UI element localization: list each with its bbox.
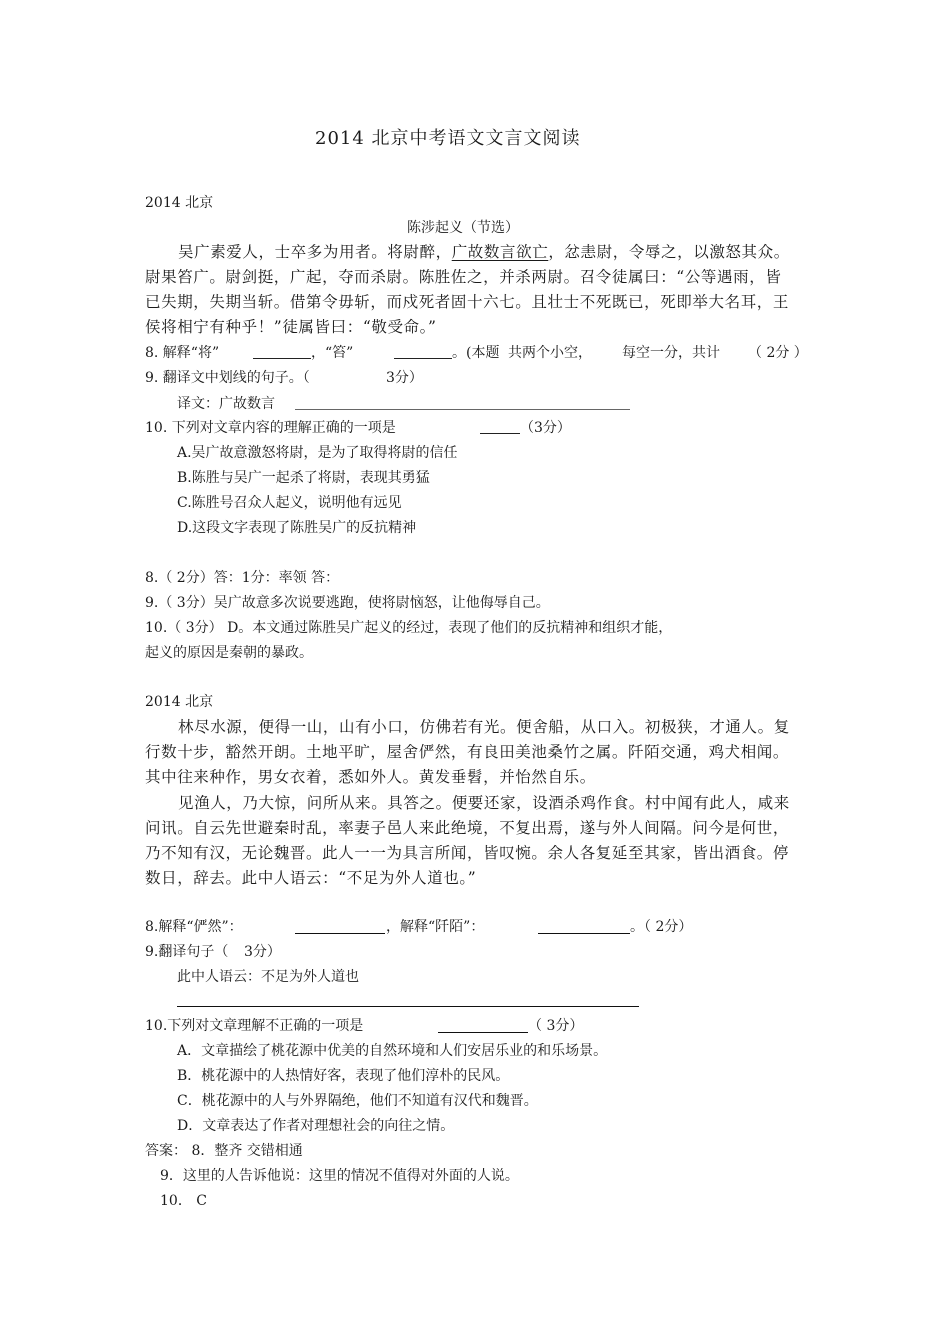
answer-blank[interactable]	[295, 933, 385, 934]
section1-q9-label: 9. 翻译文中划线的句子。（	[145, 370, 310, 386]
section2-answer-10: 10． C	[160, 1193, 207, 1209]
section1-q9-sub: 译文：广故数言	[177, 396, 275, 412]
section1-q8-mid: ，“笞”	[311, 345, 354, 361]
section1-option-d: D.这段文字表现了陈胜吴广的反抗精神	[177, 520, 417, 536]
section1-q8-end3: 每空一分，共计	[622, 345, 720, 361]
section1-answer-8: 8.（ 2分）答：1分：率领 答：	[145, 570, 340, 586]
section2-passage-line3: 其中往来种作，男女衣着，悉如外人。黄发垂髫，并怡然自乐。	[145, 768, 596, 786]
section2-q10-label: 10.下列对文章理解不正确的一项是	[145, 1018, 364, 1034]
section1-answer-10-cont: 起义的原因是秦朝的暴政。	[145, 645, 313, 661]
section1-q10-label: 10. 下列对文章内容的理解正确的一项是	[145, 420, 396, 436]
section1-q10-score: （3分）	[520, 420, 571, 436]
section1-year: 2014 北京	[145, 195, 214, 211]
section1-passage-line4: 侯将相宁有种乎！”徒属皆曰：“敬受命。”	[145, 318, 437, 336]
section2-q8-label: 8.解释“俨然”：	[145, 919, 243, 935]
answer-blank[interactable]	[480, 433, 520, 434]
section2-q8-score: 。（ 2分）	[630, 919, 693, 935]
section1-option-c: C.陈胜号召众人起义，说明他有远见	[177, 495, 402, 511]
section2-option-a: A．文章描绘了桃花源中优美的自然环境和人们安居乐业的和乐场景。	[177, 1043, 608, 1059]
underlined-sentence: 广故数言欲亡	[451, 243, 549, 261]
section2-passage-line6: 乃不知有汉，无论魏晋。此人一一为具言所闻，皆叹惋。余人各复延至其家，皆出酒食。停	[145, 844, 790, 862]
section1-answer-9: 9.（ 3分）吴广故意多次说要逃跑，使将尉恼怒，让他侮辱自己。	[145, 595, 550, 611]
answer-blank[interactable]	[438, 1032, 528, 1033]
answer-blank[interactable]	[394, 358, 452, 359]
section1-q9-score: 3分）	[386, 370, 423, 386]
section1-option-b: B.陈胜与吴广一起杀了将尉，表现其勇猛	[177, 470, 430, 486]
section1-q8-end2: 共两个小空，	[508, 345, 592, 361]
page-title: 2014 北京中考语文文言文阅读	[315, 128, 581, 149]
section2-option-c: C．桃花源中的人与外界隔绝，他们不知道有汉代和魏晋。	[177, 1093, 538, 1109]
section2-q9-sub: 此中人语云：不足为外人道也	[177, 969, 359, 985]
section2-option-d: D．文章表达了作者对理想社会的向往之情。	[177, 1118, 455, 1134]
section1-q8-end1: 。(本题	[452, 345, 500, 361]
section2-q8-mid: ，解释“阡陌”：	[386, 919, 485, 935]
section1-q8-score: （ 2分 ）	[748, 345, 808, 361]
answer-blank[interactable]	[538, 933, 630, 934]
section2-passage-line1: 林尽水源，便得一山，山有小口，仿佛若有光。便舍船，从口入。初极狭，才通人。复	[178, 718, 790, 736]
section2-passage-line4: 见渔人，乃大惊，问所从来。具答之。便要还家，设酒杀鸡作食。村中闻有此人，咸来	[178, 794, 790, 812]
section2-answer-9: 9．这里的人告诉他说：这里的情况不值得对外面的人说。	[160, 1168, 519, 1184]
section1-q8-label: 8. 解释“将”	[145, 345, 220, 361]
section2-passage-line5: 问讯。自云先世避秦时乱，率妻子邑人来此绝境，不复出焉，遂与外人间隔。问今是何世，	[145, 819, 790, 837]
section2-q9-score: 3分）	[244, 944, 281, 960]
answer-line[interactable]	[177, 1006, 639, 1007]
section2-option-b: B．桃花源中的人热情好客，表现了他们淳朴的民风。	[177, 1068, 510, 1084]
section1-passage-line3: 已失期，失期当斩。借第令毋斩，而戍死者固十六七。且壮士不死既已，死即举大名耳，王	[145, 293, 790, 311]
answer-line[interactable]	[295, 409, 630, 410]
section2-passage-line7: 数日，辞去。此中人语云：“不足为外人道也。”	[145, 869, 477, 887]
section2-answer-8: 答案： 8．整齐 交错相通	[145, 1143, 303, 1159]
section1-option-a: A.吴广故意激怒将尉，是为了取得将尉的信任	[177, 445, 458, 461]
section1-answer-10: 10.（ 3分） D。本文通过陈胜吴广起义的经过，表现了他们的反抗精神和组织才能，	[145, 620, 673, 636]
section2-year: 2014 北京	[145, 694, 214, 710]
section2-q10-score: （ 3分）	[528, 1018, 584, 1034]
answer-blank[interactable]	[253, 358, 311, 359]
section1-passage-line2: 尉果笞广。尉剑挺，广起，夺而杀尉。陈胜佐之，并杀两尉。召令徒属曰：“公等遇雨，皆	[145, 268, 782, 286]
section2-q9-label: 9.翻译句子（	[145, 944, 229, 960]
section1-subtitle: 陈涉起义（节选）	[407, 220, 519, 236]
section1-passage-line1: 吴广素爱人，士卒多为用者。将尉醉，广故数言欲亡，忿恚尉，令辱之，以激怒其众。	[178, 243, 790, 261]
section2-passage-line2: 行数十步，豁然开朗。土地平旷，屋舍俨然，有良田美池桑竹之属。阡陌交通，鸡犬相闻。	[145, 743, 790, 761]
